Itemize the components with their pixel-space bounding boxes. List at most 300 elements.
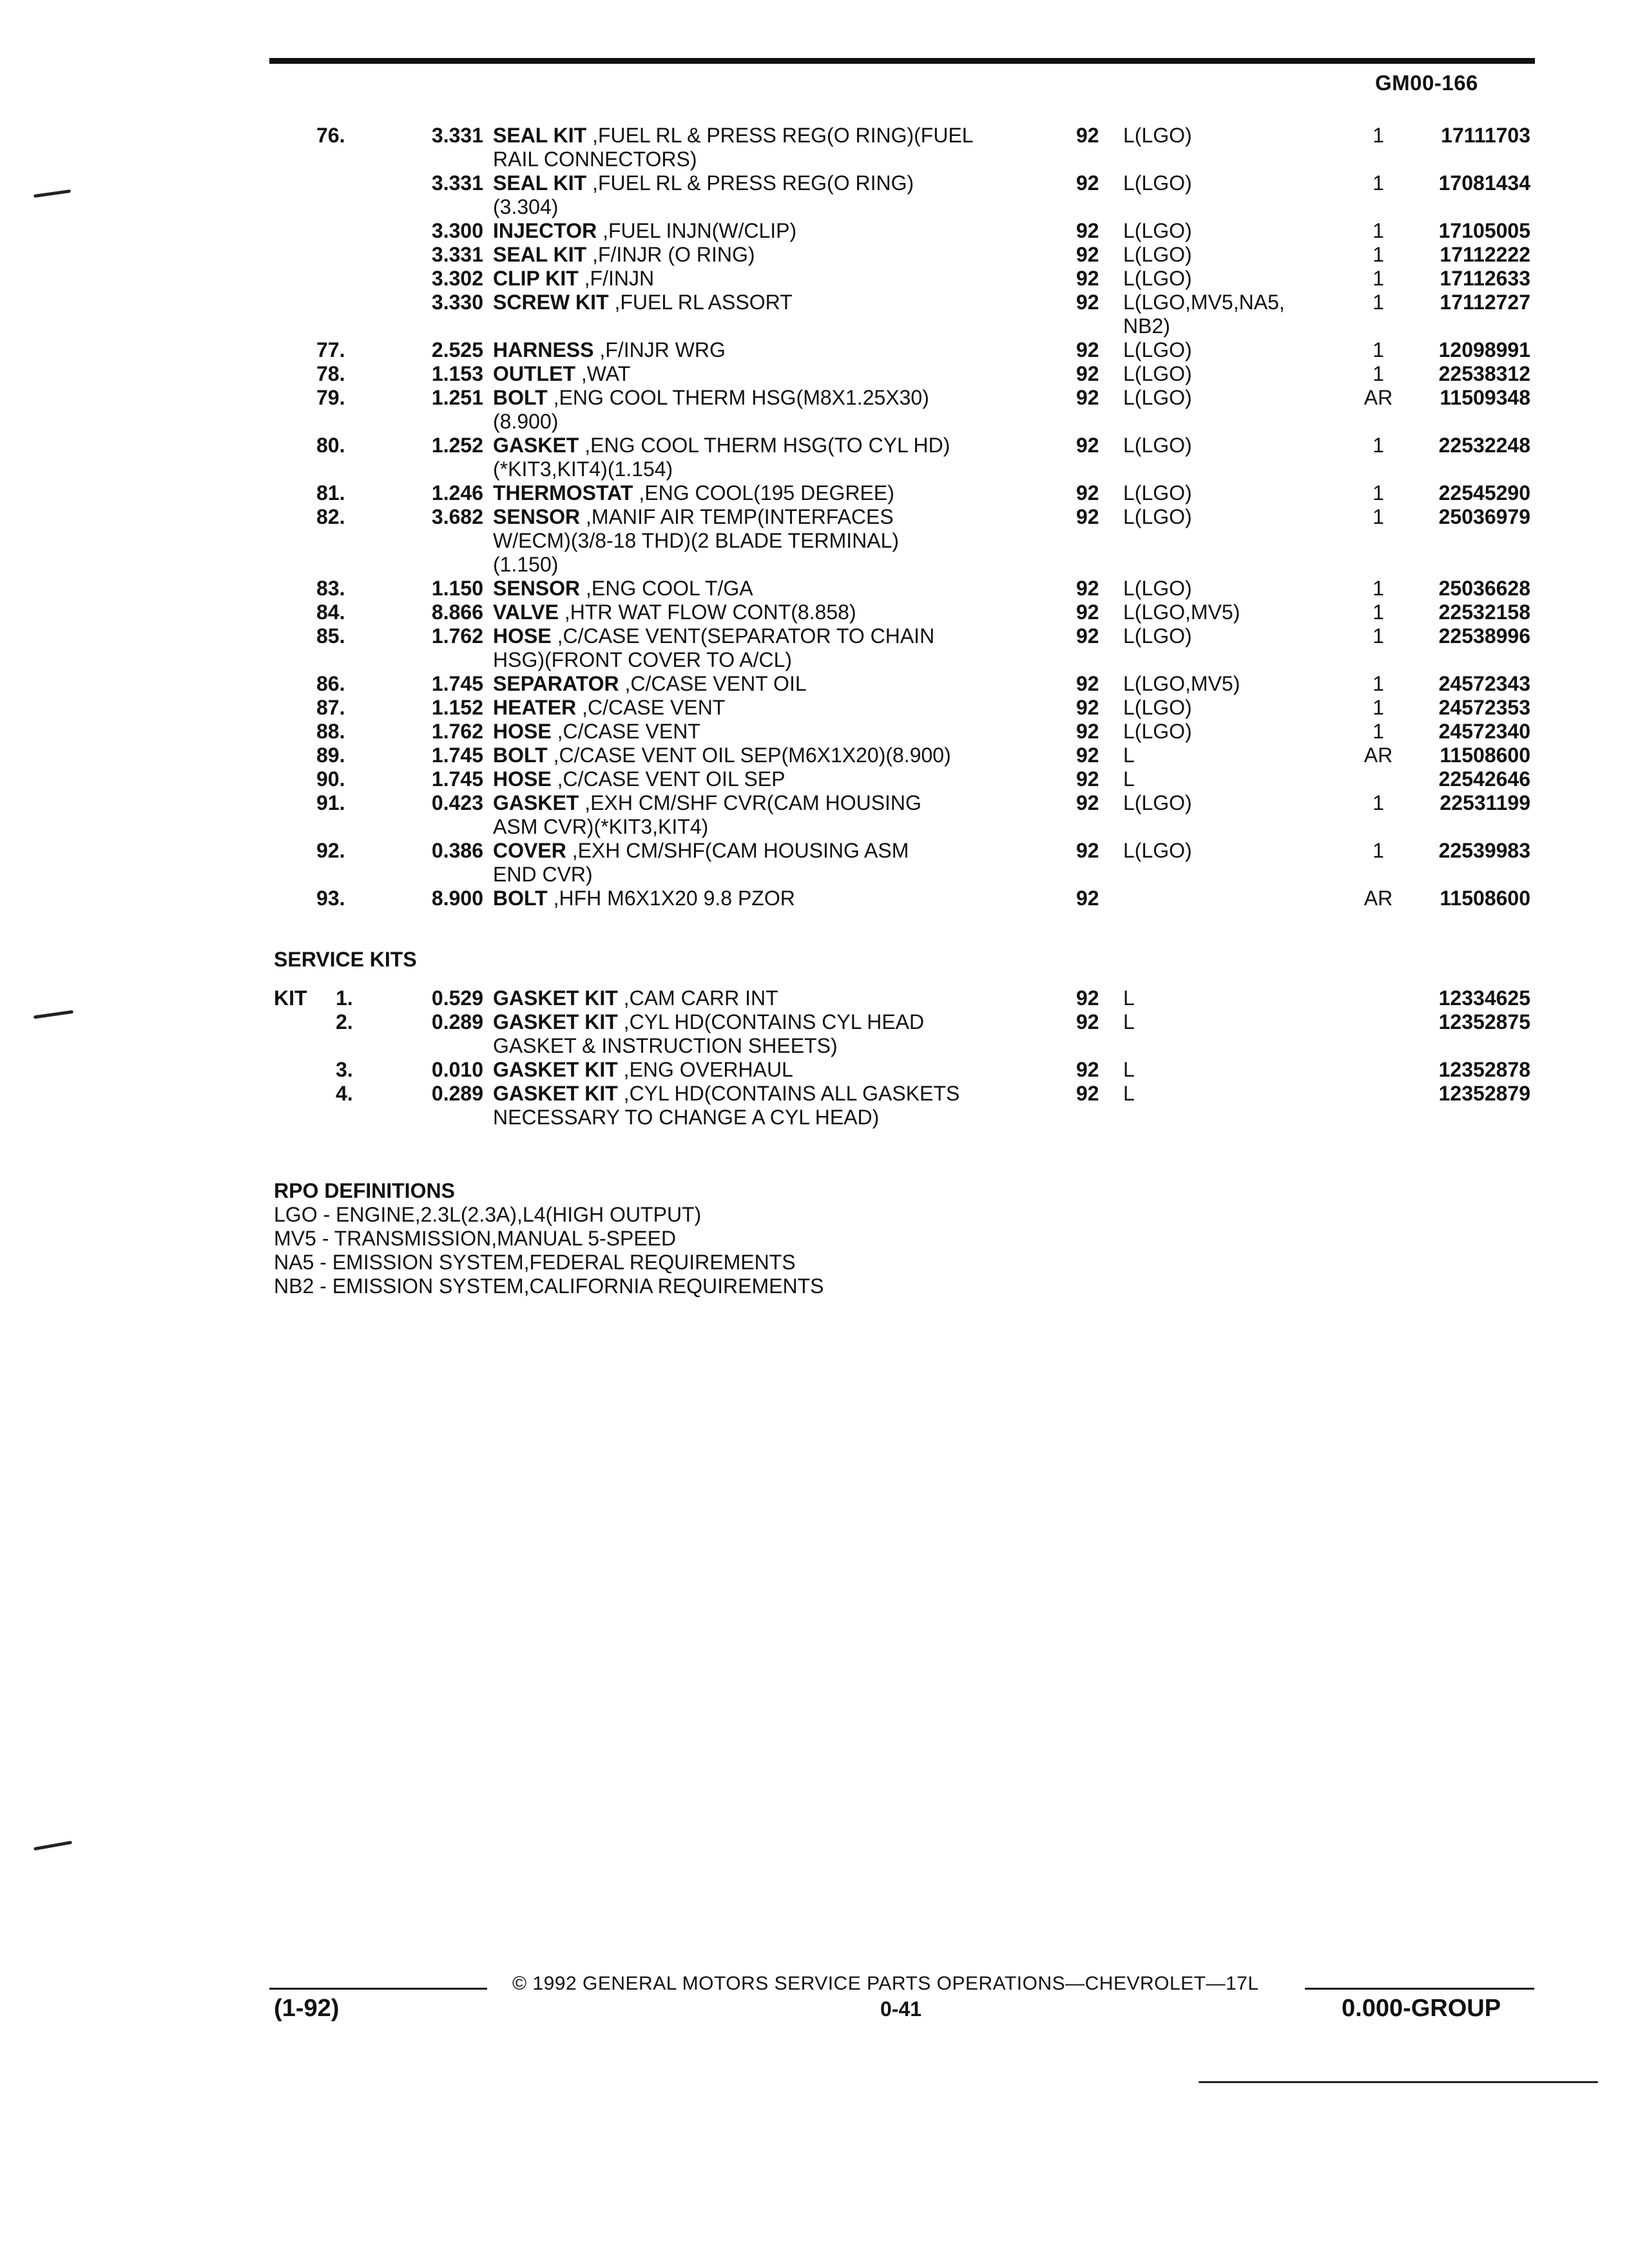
model-year: 92 [1076,243,1099,266]
item-number: 93. [316,887,345,910]
model-year: 92 [1076,1082,1099,1105]
part-description [493,601,1099,624]
quantity: 1 [1373,720,1384,743]
part-detail: ,FUEL RL & PRESS REG(O RING) [586,171,914,195]
reference-number: 1.152 [431,696,483,719]
part-detail-line: (8.900) [493,410,559,433]
part-detail: ,CYL HD(CONTAINS CYL HEAD [617,1010,925,1033]
reference-number: 8.900 [431,887,483,910]
application [1123,219,1342,243]
part-number: 24572340 [1438,720,1530,743]
item-number: 78. [316,362,345,385]
application [1123,986,1342,1010]
application-code: L(LGO,MV5) [1123,672,1240,695]
part-name: BOLT [493,887,548,910]
part-name: SENSOR [493,505,581,528]
scan-mark [34,1841,72,1850]
part-name: SEPARATOR [493,672,619,695]
part-detail: ,CAM CARR INT [617,986,778,1010]
quantity: 1 [1373,171,1384,195]
part-detail-line: NECESSARY TO CHANGE A CYL HEAD) [493,1106,880,1129]
quantity: 1 [1373,624,1384,648]
quantity: 1 [1373,291,1384,314]
part-row [274,171,1530,219]
item-number: 88. [316,720,345,743]
item-number: 82. [316,505,345,528]
part-row [274,720,1530,744]
kit-row [274,986,1530,1010]
application-code: L(LGO) [1123,243,1192,266]
part-number: 12098991 [1438,338,1530,361]
part-detail-line: END CVR) [493,863,593,886]
part-detail: ,F/INJR WRG [593,338,726,361]
part-row [274,243,1530,267]
application [1123,338,1342,362]
part-description [493,1082,1099,1129]
part-detail: ,FUEL INJN(W/CLIP) [597,219,797,242]
application-code: L(LGO) [1123,505,1192,528]
application-code: L [1123,1010,1135,1033]
part-description [493,362,1099,386]
part-name: GASKET KIT [493,986,618,1010]
item-number: 2. [336,1010,353,1033]
reference-number: 1.251 [431,386,483,409]
part-description [493,386,1099,434]
item-number: 90. [316,767,345,791]
part-name: CLIP KIT [493,267,579,290]
model-year: 92 [1076,362,1099,385]
part-name: BOLT [493,744,548,767]
part-description [493,624,1099,672]
reference-number: 2.525 [431,338,483,361]
part-row [274,887,1530,910]
quantity: AR [1364,887,1393,910]
model-year: 92 [1076,267,1099,290]
application [1123,124,1342,148]
model-year: 92 [1076,791,1099,814]
part-row [274,672,1530,696]
model-year: 92 [1076,696,1099,719]
application-code: NB2) [1123,314,1170,338]
part-name: HOSE [493,767,552,791]
application [1123,1010,1342,1034]
item-number: 4. [336,1082,353,1105]
application [1123,672,1342,696]
reference-number: 3.331 [431,243,483,266]
application-code: L [1123,744,1135,767]
part-description [493,505,1099,577]
item-number: 3. [336,1058,353,1081]
application-code: L(LGO) [1123,434,1192,457]
part-number: 22539983 [1438,839,1530,862]
application [1123,577,1342,601]
application-code: L(LGO) [1123,171,1192,195]
part-name: GASKET [493,434,579,457]
item-number: 81. [316,481,345,505]
quantity: 1 [1373,362,1384,385]
part-name: SENSOR [493,577,581,600]
part-detail: ,EXH CM/SHF CVR(CAM HOUSING [579,791,921,814]
quantity: 1 [1373,839,1384,862]
part-name: GASKET KIT [493,1082,618,1105]
item-number: 87. [316,696,345,719]
application-code: L(LGO,MV5,NA5, [1123,291,1285,314]
part-number: 25036628 [1438,577,1530,600]
reference-number: 3.302 [431,267,483,290]
reference-number: 1.762 [431,720,483,743]
part-row [274,386,1530,434]
part-detail: ,C/CASE VENT OIL SEP [551,767,786,791]
rpo-line: MV5 - TRANSMISSION,MANUAL 5-SPEED [274,1227,677,1250]
part-name: HARNESS [493,338,594,361]
model-year: 92 [1076,291,1099,314]
model-year: 92 [1076,601,1099,624]
quantity: 1 [1373,672,1384,695]
footer-copyright: © 1992 GENERAL MOTORS SERVICE PARTS OPERATIONS—CHEVROLET—17L [512,1973,1259,1994]
part-detail: ,C/CASE VENT [576,696,726,719]
application-code: L(LGO) [1123,696,1192,719]
reference-number: 3.330 [431,291,483,314]
item-number: 79. [316,386,345,409]
part-number: 11509348 [1440,386,1530,409]
kit-row [274,1010,1530,1058]
model-year: 92 [1076,386,1099,409]
application [1123,291,1342,338]
rpo-definitions [274,1179,824,1298]
kit-label: KIT [274,986,307,1010]
part-description [493,767,1099,791]
part-row [274,696,1530,720]
application-code: L(LGO) [1123,720,1192,743]
part-description [493,291,1099,314]
application [1123,696,1342,720]
reference-number: 0.529 [431,986,483,1010]
part-description [493,1010,1099,1058]
model-year: 92 [1076,720,1099,743]
reference-number: 0.386 [431,839,483,862]
part-detail: ,ENG OVERHAUL [617,1058,793,1081]
part-name: COVER [493,839,566,862]
part-name: VALVE [493,601,559,624]
part-name: SEAL KIT [493,124,587,147]
part-detail: ,FUEL RL & PRESS REG(O RING)(FUEL [586,124,974,147]
application-code: L(LGO) [1123,267,1192,290]
item-number: 86. [316,672,345,695]
reference-number: 1.153 [431,362,483,385]
application [1123,243,1342,267]
application-code: L(LGO) [1123,362,1192,385]
part-row [274,624,1530,672]
model-year: 92 [1076,887,1099,910]
part-number: 22538312 [1438,362,1530,385]
item-number: 84. [316,601,345,624]
service-kits-heading: SERVICE KITS [274,948,417,971]
part-row [274,362,1530,386]
catalog-code: GM00-166 [1375,71,1478,95]
reference-number: 1.762 [431,624,483,648]
application-code: L(LGO) [1123,481,1192,505]
part-detail-line: (3.304) [493,195,559,218]
part-number: 22531199 [1440,791,1530,814]
part-description [493,887,1099,910]
part-number: 22542646 [1438,767,1530,791]
application [1123,791,1342,815]
part-name: SCREW KIT [493,291,609,314]
part-name: HEATER [493,696,577,719]
part-name: INJECTOR [493,219,597,242]
application [1123,839,1342,863]
part-number: 17112222 [1440,243,1530,266]
part-number: 24572353 [1438,696,1530,719]
part-number: 11508600 [1440,887,1530,910]
part-row [274,338,1530,362]
parts-list [274,124,1530,910]
part-number: 17105005 [1438,219,1530,242]
part-detail: ,C/CASE VENT OIL [619,672,807,695]
part-row [274,291,1530,338]
application [1123,362,1342,386]
part-detail-line: (1.150) [493,553,559,576]
model-year: 92 [1076,767,1099,791]
reference-number: 1.252 [431,434,483,457]
application-code: L(LGO) [1123,386,1192,409]
scan-mark [34,1010,73,1019]
part-row [274,267,1530,291]
part-number: 11508600 [1440,744,1530,767]
part-description [493,219,1099,243]
reference-number: 3.331 [431,124,483,147]
part-name: BOLT [493,386,548,409]
part-number: 12352875 [1438,1010,1530,1033]
item-number: 89. [316,744,345,767]
application [1123,386,1342,410]
kit-row [274,1082,1530,1129]
part-row [274,601,1530,624]
item-number: 92. [316,839,345,862]
part-description [493,171,1099,219]
application-code: L(LGO) [1123,338,1192,361]
part-name: HOSE [493,624,552,648]
reference-number: 0.289 [431,1082,483,1105]
application [1123,1082,1342,1106]
part-detail: ,EXH CM/SHF(CAM HOUSING ASM [566,839,909,862]
model-year: 92 [1076,434,1099,457]
quantity: AR [1364,386,1393,409]
application-code: L(LGO) [1123,839,1192,862]
part-row [274,434,1530,481]
application-code: L [1123,1082,1135,1105]
part-row [274,767,1530,791]
model-year: 92 [1076,219,1099,242]
part-number: 22532248 [1438,434,1530,457]
reference-number: 3.300 [431,219,483,242]
quantity: 1 [1373,577,1384,600]
part-row [274,481,1530,505]
item-number: 1. [336,986,353,1010]
application [1123,744,1342,767]
part-name: SEAL KIT [493,171,587,195]
model-year: 92 [1076,481,1099,505]
part-detail: ,WAT [575,362,631,385]
rpo-line: NB2 - EMISSION SYSTEM,CALIFORNIA REQUIREMENTS [274,1274,824,1298]
application [1123,505,1342,529]
quantity: 1 [1373,267,1384,290]
part-row [274,577,1530,601]
part-description [493,986,1099,1010]
part-number: 17111703 [1441,124,1530,147]
application [1123,720,1342,744]
quantity: 1 [1373,601,1384,624]
footer-page-number: 0-41 [880,1997,922,2021]
reference-number: 1.745 [431,767,483,791]
application-code: L(LGO,MV5) [1123,601,1240,624]
reference-number: 1.745 [431,744,483,767]
part-detail-line: HSG)(FRONT COVER TO A/CL) [493,648,793,671]
part-number: 17112727 [1440,291,1530,314]
footer-group: 0.000-GROUP [1342,1995,1501,2022]
application-code: L [1123,767,1135,791]
part-name: THERMOSTAT [493,481,633,505]
application [1123,1058,1342,1082]
model-year: 92 [1076,986,1099,1010]
part-name: SEAL KIT [493,243,587,266]
application-code: L(LGO) [1123,791,1192,814]
item-number: 91. [316,791,345,814]
part-number: 17081434 [1438,171,1530,195]
reference-number: 8.866 [431,601,483,624]
part-detail: ,MANIF AIR TEMP(INTERFACES [580,505,894,528]
part-number: 12352878 [1438,1058,1530,1081]
part-row [274,505,1530,577]
application-code: L(LGO) [1123,124,1192,147]
application [1123,481,1342,505]
part-number: 12334625 [1438,986,1530,1010]
part-number: 17112633 [1440,267,1530,290]
rpo-line: NA5 - EMISSION SYSTEM,FEDERAL REQUIREMENTS [274,1251,796,1274]
part-detail: ,ENG COOL THERM HSG(TO CYL HD) [579,434,950,457]
footer-rule-right [1305,1988,1534,1990]
part-name: GASKET KIT [493,1010,618,1033]
application-code: L(LGO) [1123,577,1192,600]
application-code: L(LGO) [1123,219,1192,242]
part-number: 22532158 [1438,601,1530,624]
application [1123,434,1342,457]
model-year: 92 [1076,171,1099,195]
part-description [493,672,1099,696]
application [1123,767,1342,791]
reference-number: 3.331 [431,171,483,195]
part-description [493,267,1099,291]
item-number: 85. [316,624,345,648]
part-detail-line: (*KIT3,KIT4)(1.154) [493,457,673,481]
item-number: 76. [316,124,345,147]
application [1123,601,1342,624]
reference-number: 1.246 [431,481,483,505]
part-description [493,577,1099,601]
model-year: 92 [1076,1010,1099,1033]
part-detail-line: RAIL CONNECTORS) [493,148,697,171]
application [1123,267,1342,291]
part-name: OUTLET [493,362,575,385]
kit-row [274,1058,1530,1082]
part-detail: ,ENG COOL(195 DEGREE) [633,481,894,505]
footer-date: (1-92) [274,1995,340,2022]
scan-mark [1199,2081,1598,2083]
model-year: 92 [1076,505,1099,528]
model-year: 92 [1076,839,1099,862]
reference-number: 0.423 [431,791,483,814]
part-row [274,744,1530,767]
part-description [493,124,1099,171]
scan-mark [34,189,71,198]
part-detail: ,F/INJR (O RING) [586,243,755,266]
part-detail: ,C/CASE VENT(SEPARATOR TO CHAIN [551,624,935,648]
part-number: 22545290 [1438,481,1530,505]
application-code: L [1123,986,1135,1010]
part-detail: ,FUEL RL ASSORT [608,291,793,314]
item-number: 77. [316,338,345,361]
application [1123,624,1342,648]
reference-number: 1.150 [431,577,483,600]
part-description [493,481,1099,505]
rpo-heading: RPO DEFINITIONS [274,1179,455,1202]
reference-number: 0.289 [431,1010,483,1033]
part-description [493,1058,1099,1082]
part-detail: ,ENG COOL T/GA [580,577,753,600]
part-detail-line: ASM CVR)(*KIT3,KIT4) [493,815,709,838]
part-name: GASKET [493,791,579,814]
part-description [493,338,1099,362]
application [1123,171,1342,195]
part-detail: ,CYL HD(CONTAINS ALL GASKETS [617,1082,960,1105]
part-detail: ,HTR WAT FLOW CONT(8.858) [558,601,856,624]
part-number: 12352879 [1438,1082,1530,1105]
part-number: 25036979 [1438,505,1530,528]
application-code: L(LGO) [1123,624,1192,648]
quantity: 1 [1373,696,1384,719]
part-detail: ,C/CASE VENT [551,720,700,743]
part-description [493,791,1099,839]
top-rule [269,58,1535,64]
part-row [274,124,1530,171]
quantity: 1 [1373,434,1384,457]
model-year: 92 [1076,672,1099,695]
model-year: 92 [1076,577,1099,600]
part-description [493,839,1099,887]
footer-rule-left [269,1988,487,1990]
part-name: HOSE [493,720,552,743]
part-description [493,434,1099,481]
reference-number: 1.745 [431,672,483,695]
part-name: GASKET KIT [493,1058,618,1081]
quantity: 1 [1373,481,1384,505]
quantity: 1 [1373,791,1384,814]
quantity: 1 [1373,124,1384,147]
reference-number: 0.010 [431,1058,483,1081]
part-number: 22538996 [1438,624,1530,648]
model-year: 92 [1076,744,1099,767]
quantity: 1 [1373,243,1384,266]
part-detail: ,ENG COOL THERM HSG(M8X1.25X30) [547,386,929,409]
reference-number: 3.682 [431,505,483,528]
quantity: AR [1364,744,1393,767]
part-detail-line: W/ECM)(3/8-18 THD)(2 BLADE TERMINAL) [493,529,900,552]
part-description [493,720,1099,744]
part-detail-line: GASKET & INSTRUCTION SHEETS) [493,1034,838,1057]
application-code: L [1123,1058,1135,1081]
item-number: 80. [316,434,345,457]
part-number: 24572343 [1438,672,1530,695]
